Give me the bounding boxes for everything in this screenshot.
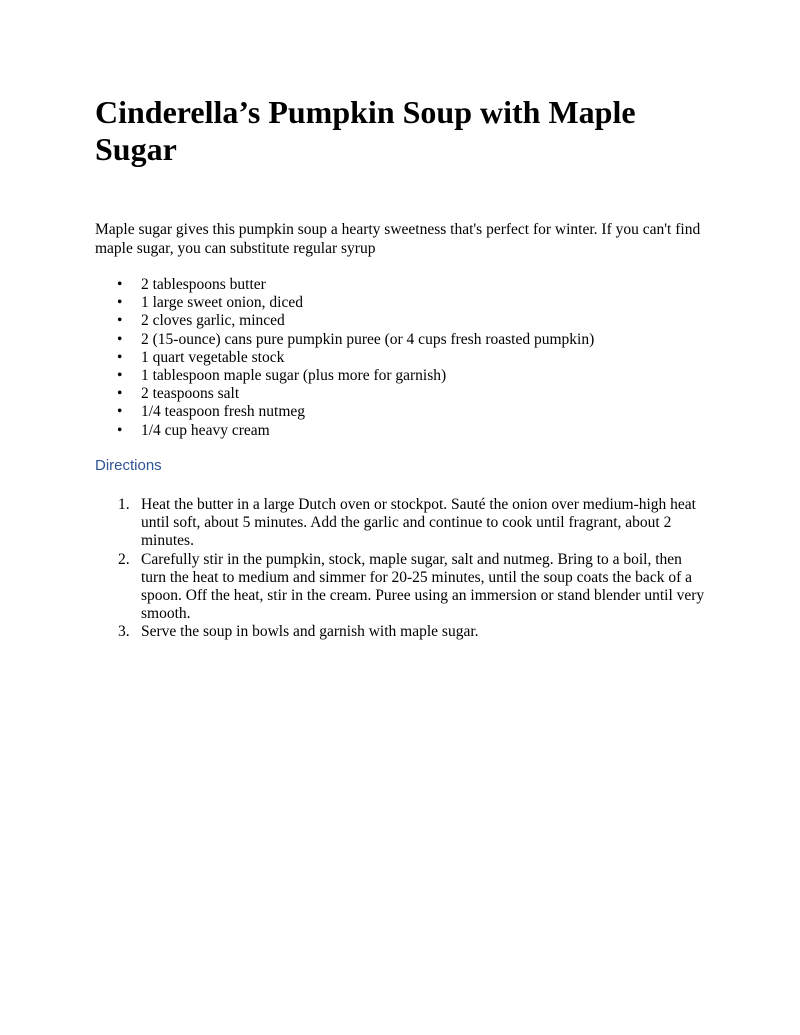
bullet-icon: • [117,276,123,293]
bullet-icon: • [117,348,123,366]
step-number: 1. [118,496,130,513]
bullet-icon: • [117,403,123,421]
ingredient-text: 1 tablespoon maple sugar (plus more for garnish) [141,367,447,385]
ingredient-item [95,385,715,403]
ingredient-item [95,349,715,367]
direction-step [95,623,707,641]
bullet-icon: • [117,312,123,330]
ingredient-text: 2 (15-ounce) cans pure pumpkin puree (or 4 cups fresh roasted pumpkin) [141,330,595,348]
bullet-icon: • [117,385,123,403]
bullet-icon: • [117,330,123,348]
ingredient-text: 1 large sweet onion, diced [141,294,303,312]
step-text: Carefully stir in the pumpkin, stock, maple sugar, salt and nutmeg. Bring to a boil, then turn the heat to medium and simmer for 20-25 minutes, until the soup coats the back of a spoon. Off the heat, stir in the cream. Puree using an immersion or stand blender until very smooth. [141,550,705,623]
ingredient-text: 2 teaspoons salt [141,385,240,403]
step-text: Heat the butter in a large Dutch oven or stockpot. Sauté the onion over medium-high heat until soft, about 5 minutes. Add the garlic and continue to cook until fragrant, about 2 minutes. [141,496,696,550]
bullet-icon: • [117,294,123,312]
ingredient-item [95,294,715,312]
bullet-icon: • [117,421,123,439]
ingredient-text: 2 tablespoons butter [141,276,266,293]
ingredient-text: 2 cloves garlic, minced [141,312,285,330]
recipe-intro: Maple sugar gives this pumpkin soup a hearty sweetness that's perfect for winter. If you can't find maple sugar, you can substitute regular syrup [95,221,701,257]
bullet-icon: • [117,367,123,385]
ingredient-item [95,331,715,349]
ingredient-text: 1/4 teaspoon fresh nutmeg [141,403,306,421]
ingredient-item [95,403,715,421]
direction-step [95,551,707,624]
ingredient-item [95,422,715,440]
ingredient-text: 1 quart vegetable stock [141,348,285,366]
directions-heading: Directions [95,457,162,474]
step-number: 3. [118,623,130,641]
step-text: Serve the soup in bowls and garnish with maple sugar. [141,623,479,641]
recipe-title: Cinderella’s Pumpkin Soup with Maple Sugar [95,94,636,167]
ingredient-text: 1/4 cup heavy cream [141,421,270,439]
ingredients-list [95,276,715,440]
step-number: 2. [118,550,130,568]
ingredient-item [95,367,715,385]
ingredient-item [95,312,715,330]
direction-step [95,496,707,551]
directions-list [95,496,707,642]
ingredient-item [95,276,715,294]
